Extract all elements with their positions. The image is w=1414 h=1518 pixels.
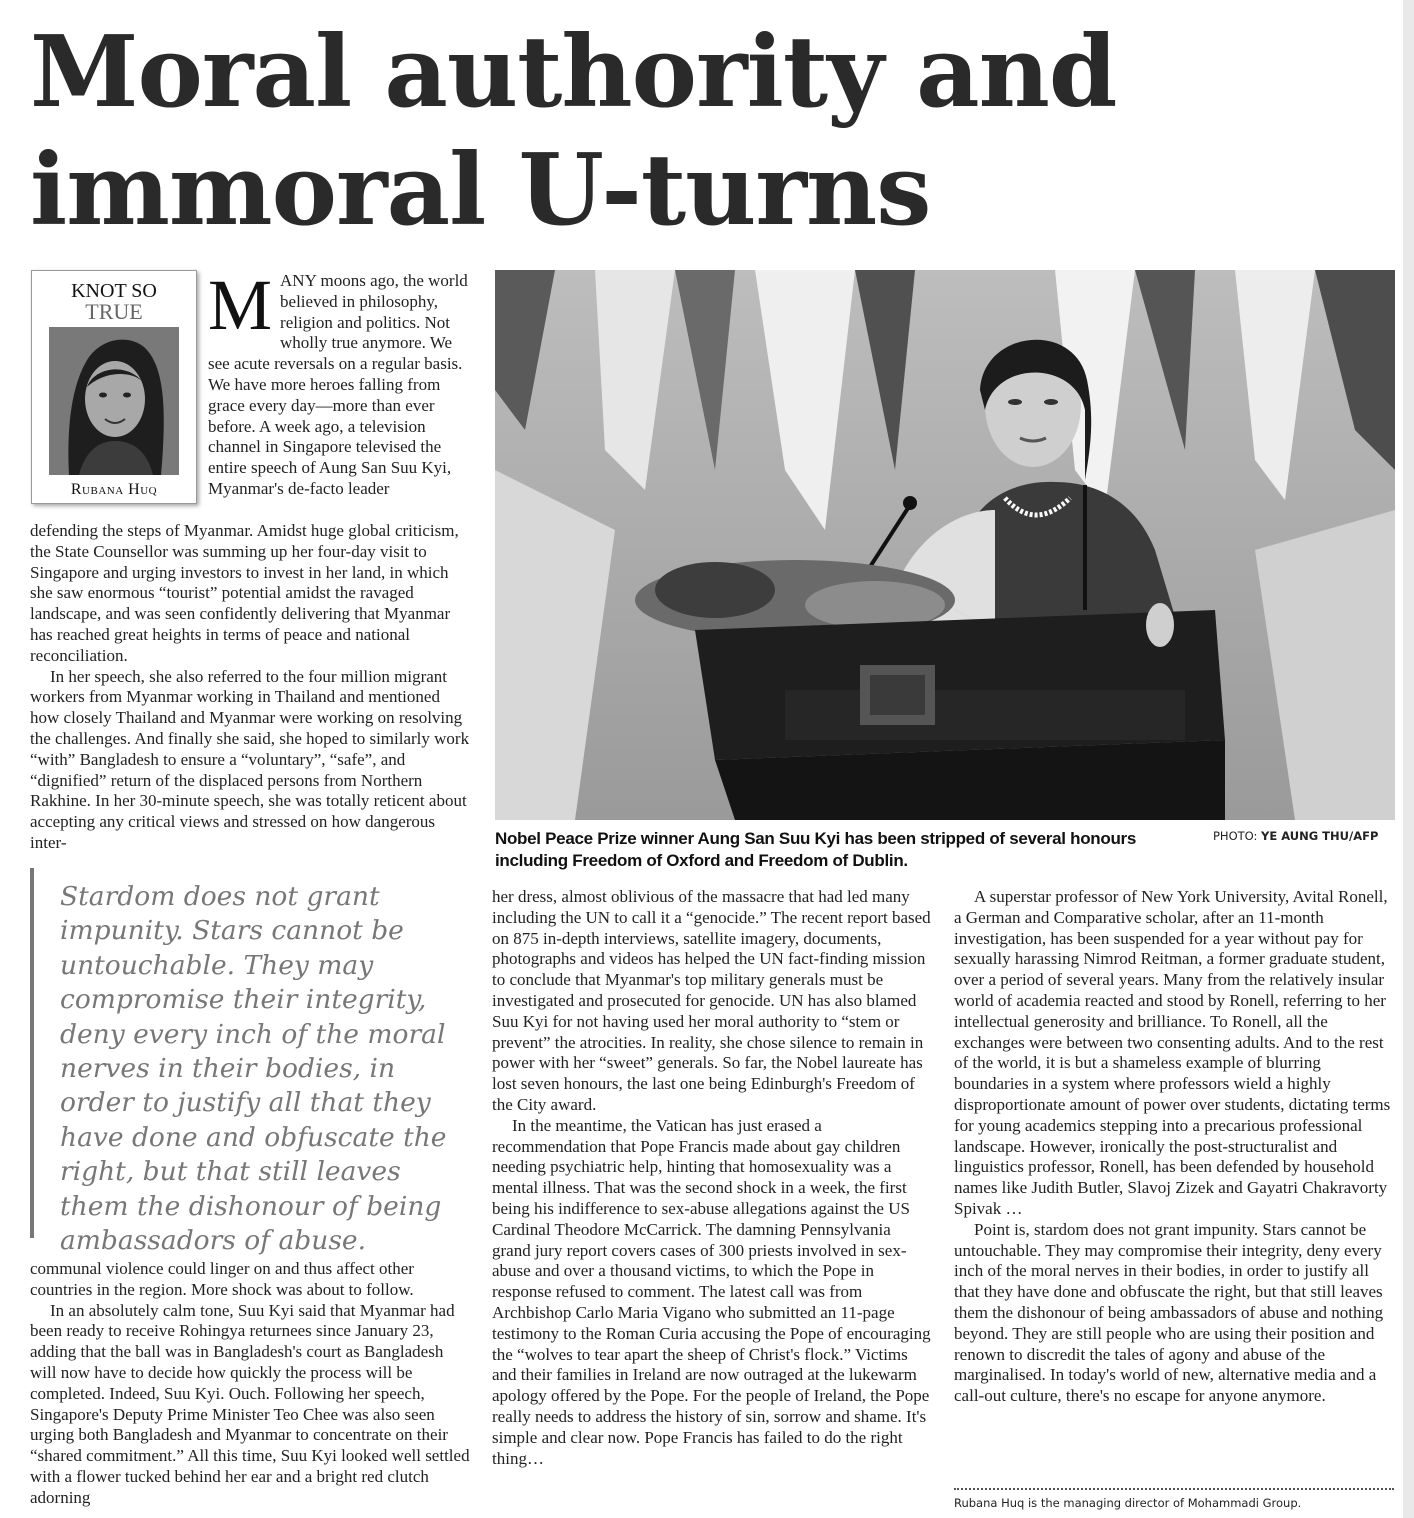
headline-line-1: Moral authority and xyxy=(30,15,1117,130)
column-3 xyxy=(954,887,1392,1407)
paragraph: A superstar professor of New York University, Avital Ronell, a German and Comparative scholar, after an 11-month investigation, has been suspended for a year without pay for sexually harassing Nimrod Reitman, a former graduate student, over a period of several years. Many from the relatively insular world of academia reacted and stood by Ronell, referring to her intellectual generosity and brilliance. To Ronell, all the exchanges were between two consenting adults. And to the rest of the world, it is but a shameless example of blurring boundaries in a system where professors wield a highly disproportionate amount of power over students, dictating terms for young academics stepping into a precarious professional landscape. However, ironically the post-structuralist and linguistics professor, Ronell, has been defended by household names like Judith Butler, Slavoj Zizek and Gayatri Chakravorty Spivak … xyxy=(954,887,1391,1218)
pull-quote: Stardom does not grant impunity. Stars cannot be untouchable. They may compromise their integrity, deny every inch of the moral nerves in their bodies, in order to justify all that they have done and obfuscate the right, but that still leaves them the dishonour of being ambassadors of abuse. xyxy=(30,868,470,1238)
lead-text: ANY moons ago, the world believed in philosophy, religion and politics. Not wholly true anymore. We see acute reversals on a regular basis. We have more heroes falling from grace every day—more than ever before. A week ago, a television channel in Singapore televised the entire speech of Aung San Suu Kyi, Myanmar's de-facto leader xyxy=(208,271,468,498)
column-1-top xyxy=(30,521,472,854)
author-name: Rubana Huq xyxy=(70,481,158,498)
page-edge xyxy=(1403,0,1414,1518)
photo-image-icon xyxy=(495,270,1395,820)
headline-line-2: immoral U-turns xyxy=(30,133,931,248)
byline-box xyxy=(31,270,197,504)
lead-paragraph xyxy=(208,265,472,500)
column-name-sub: TRUE xyxy=(85,299,143,324)
headline xyxy=(30,14,1390,250)
author-portrait-icon xyxy=(49,327,179,475)
column-name: KNOT SO xyxy=(71,280,157,302)
news-photo xyxy=(495,270,1395,820)
paragraph: In her speech, she also referred to the four million migrant workers from Myanmar working in Thailand and mentioned how closely Thailand and Myanmar were working on resolving the challenges. And finally she said, she hoped to similarly work “with” Bangladesh to ensure a “voluntary”, “safe”, and “dignified” return of the displaced persons from Northern Rakhine. In her 30-minute speech, she was totally reticent about accepting any critical views and stressed on how dangerous inter- xyxy=(30,666,470,852)
drop-cap: M xyxy=(208,265,273,345)
paragraph: defending the steps of Myanmar. Amidst huge global criticism, the State Counsellor was summing up her four-day visit to Singapore and urging investors to invest in her land, in which she saw enormous “tourist” potential amidst the ravaged landscape, and was seen confidently delivering that Myanmar has reached great heights in terms of peace and national reconciliation. xyxy=(30,521,459,665)
photo-credit-name: YE AUNG THU/AFP xyxy=(1261,829,1379,843)
column-1-bottom xyxy=(30,1259,472,1509)
column-2 xyxy=(492,887,932,1469)
paragraph: communal violence could linger on and thus affect other countries in the region. More shock was about to follow. xyxy=(30,1259,414,1299)
author-note: Rubana Huq is the managing director of Mohammadi Group. xyxy=(954,1496,1302,1510)
paragraph: In the meantime, the Vatican has just erased a recommendation that Pope Francis made about gay children needing psychiatric help, hinting that homosexuality was a mental illness. That was the second shock in a week, the first being his indifference to sex-abuse allegations against the US Cardinal Theodore McCarrick. The damning Pennsylvania grand jury report covers cases of 300 priests involved in sex-abuse and over a thousand victims, to which the Pope in response refused to comment. The latest call was from Archbishop Carlo Maria Vigano who submitted an 11-page testimony to the Roman Curia accusing the Pope of encouraging the “wolves to tear apart the sheep of Christ's flock.” Victims and their families in Ireland are now outraged at the lukewarm apology offered by the Pope. For the people of Ireland, the Pope really needs to address the history of sin, sorrow and shame. It's simple and clear now. Pope Francis has failed to do the right thing… xyxy=(492,1115,931,1468)
paragraph: her dress, almost oblivious of the massacre that had led many including the UN to call it a “genocide.” The recent report based on 875 in-depth interviews, satellite imagery, documents, photographs and videos has helped the UN fact-finding mission to conclude that Myanmar's top military generals must be investigated and prosecuted for genocide. UN has also blamed Suu Kyi for not having used her moral authority to “stem or prevent” the atrocities. In reality, she chose silence to remain in power with her “sweet” generals. So far, the Nobel laureate has lost seven honours, the last one being Edinburgh's Freedom of the City award. xyxy=(492,887,931,1114)
photo-credit xyxy=(1213,829,1398,843)
paragraph: In an absolutely calm tone, Suu Kyi said that Myanmar had been ready to receive Rohingya returnees since January 23, adding that the ball was in Bangladesh's court as Bangladesh will now have to decide how quickly the process will be completed. Indeed, Suu Kyi. Ouch. Following her speech, Singapore's Deputy Prime Minister Teo Chee was also seen urging both Bangladesh and Myanmar to concentrate on their “shared commitment.” All this time, Suu Kyi looked well settled with a flower tucked behind her ear and a bright red clutch adorning xyxy=(30,1300,470,1507)
footer-divider xyxy=(954,1488,1394,1490)
paragraph: Point is, stardom does not grant impunity. Stars cannot be untouchable. They may compromise their integrity, deny every inch of the moral nerves in their bodies, in order to justify all that they have done and obfuscate the right, but that still leaves them the dishonour of being ambassadors of abuse and nothing beyond. They are still people who are using their position and renown to discredit the tales of agony and abuse of the marginalised. In today's world of new, alternative media and a call-out culture, there's no escape for anyone anymore. xyxy=(954,1219,1384,1406)
photo-caption: Nobel Peace Prize winner Aung San Suu Kyi has been stripped of several honours including Freedom of Oxford and Freedom of Dublin. xyxy=(495,829,1137,870)
photo-credit-label: PHOTO: xyxy=(1213,829,1258,843)
